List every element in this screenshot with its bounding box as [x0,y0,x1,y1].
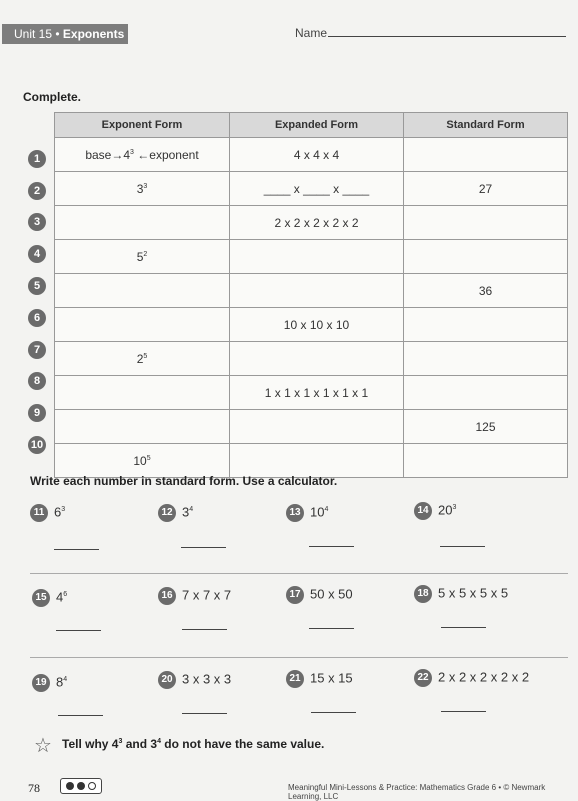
answer-line[interactable] [441,711,486,712]
base-value: 6 [54,504,62,520]
standard-answer[interactable] [404,240,568,274]
answer-line[interactable] [181,547,226,548]
standard-answer[interactable] [404,342,568,376]
answer-line[interactable] [182,713,227,714]
name-label: Name [295,26,328,40]
problem-number-badge: 14 [414,502,432,520]
row-number-badge: 7 [28,341,46,359]
standard-answer[interactable] [404,206,568,240]
table-row [55,376,568,410]
exponent-answer[interactable] [55,376,230,410]
row-number-badge: 4 [28,245,46,263]
standard-answer[interactable] [404,444,568,478]
table-row [55,138,568,172]
challenge-text: Tell why 4 [62,737,119,751]
problem-14 [414,502,456,520]
base-value: 5 [136,249,144,264]
name-field[interactable] [328,36,566,37]
problem-20 [158,671,231,689]
exponent-value: 3 [118,738,123,745]
level-dot-filled [77,782,85,790]
base-value: 10 [133,453,147,468]
standard-cell: 27 [404,172,568,206]
exponent-label: exponent [149,147,199,162]
problem-21 [286,670,353,688]
problem-number-badge: 19 [32,674,50,692]
exponent-value: 3 [143,182,148,190]
problem-number-badge: 22 [414,669,432,687]
standard-answer[interactable] [404,376,568,410]
exponent-value: 5 [146,454,151,462]
exponent-value: 2 [143,250,148,258]
arrow-left-icon: ← [137,147,150,162]
level-dot-empty [88,782,96,790]
problem-18 [414,585,508,603]
exponent-value: 4 [157,738,161,745]
row-number-badge: 2 [28,182,46,200]
expanded-answer[interactable] [230,410,404,444]
exponent-answer[interactable] [55,206,230,240]
exponent-cell [55,240,230,274]
answer-line[interactable] [309,546,354,547]
standard-cell: 36 [404,274,568,308]
footer-credit: Meaningful Mini-Lessons & Practice: Mathematics Grade 6 • © Newmark Learning, LLC [288,783,546,801]
problem-19 [32,674,67,692]
problem-11 [30,504,65,522]
problem-number-badge: 21 [286,670,304,688]
arrow-right-icon: → [111,147,124,162]
exponent-cell [55,342,230,376]
answer-line[interactable] [58,715,103,716]
exponent-value: 3 [130,148,134,156]
problem-number-badge: 11 [30,504,48,522]
problem-number-badge: 18 [414,585,432,603]
problem-12 [158,504,193,522]
col-header: Expanded Form [230,113,404,138]
table-row [55,308,568,342]
exponent-value: 3 [452,504,457,512]
row-number-badge: 3 [28,213,46,231]
table-row [55,172,568,206]
exponent-cell [55,444,230,478]
problem-expression: 2 x 2 x 2 x 2 x 2 [438,669,530,685]
exponent-table [54,112,568,478]
base-label: base [85,147,112,162]
expanded-cell: 2 x 2 x 2 x 2 x 2 [230,206,404,240]
divider [30,657,568,658]
unit-label: Unit 15 [14,27,53,41]
divider [30,573,568,574]
expanded-answer[interactable] [230,240,404,274]
challenge-text: and 3 [122,737,158,751]
answer-line[interactable] [182,629,227,630]
problem-expression: 7 x 7 x 7 [182,587,232,603]
table-row [55,240,568,274]
problem-number-badge: 12 [158,504,176,522]
base-value: 2 [136,351,144,366]
answer-line[interactable] [309,628,354,629]
problem-number-badge: 13 [286,504,304,522]
problem-expression: 3 x 3 x 3 [182,671,232,687]
problem-number-badge: 15 [32,589,50,607]
problem-13 [286,504,328,522]
section1-title: Complete. [23,90,82,104]
table-row [55,274,568,308]
problem-expression: 50 x 50 [310,586,353,602]
level-dot-filled [66,782,74,790]
answer-line[interactable] [311,712,356,713]
table-row [55,342,568,376]
row-number-badge: 6 [28,309,46,327]
answer-line[interactable] [441,627,486,628]
base-value: 3 [182,504,190,520]
base-value: 3 [136,181,144,196]
star-icon: ☆ [34,735,52,757]
exponent-value: 5 [143,352,148,360]
problem-number-badge: 17 [286,586,304,604]
expanded-cell: 10 x 10 x 10 [230,308,404,342]
problem-15 [32,589,67,607]
expanded-answer[interactable] [230,342,404,376]
col-header: Standard Form [404,113,568,138]
problem-expression: 5 x 5 x 5 x 5 [438,585,509,601]
exponent-answer[interactable] [55,410,230,444]
exponent-answer[interactable] [55,274,230,308]
annotated-exponent-cell [55,138,230,172]
row-number-badge: 9 [28,404,46,422]
col-header: Exponent Form [55,113,230,138]
exponent-value: 4 [63,676,68,684]
answer-line[interactable] [56,630,101,631]
exponent-cell [55,172,230,206]
row-number-badge: 10 [28,436,46,454]
expanded-answer[interactable] [230,444,404,478]
challenge-question [62,737,324,751]
answer-line[interactable] [440,546,485,547]
answer-line[interactable] [54,549,99,550]
table-row [55,410,568,444]
page-number: 78 [28,781,40,795]
row-number-badge: 1 [28,150,46,168]
problem-22 [414,669,529,687]
problem-number-badge: 20 [158,671,176,689]
base-value: 10 [310,504,325,520]
expanded-answer[interactable] [230,274,404,308]
problem-17 [286,586,353,604]
base-value: 20 [438,502,453,518]
expanded-blank-cell[interactable]: ____ x ____ x ____ [230,172,404,206]
exponent-value: 4 [324,506,329,514]
challenge-text: do not have the same value. [160,737,325,751]
standard-answer[interactable] [404,308,568,342]
unit-topic: Exponents [62,27,125,41]
base-value: 4 [56,589,64,605]
base-value: 4 [123,147,131,162]
base-value: 8 [56,674,64,690]
exponent-value: 4 [189,506,194,514]
unit-tab [2,24,128,44]
section2-title: Write each number in standard form. Use a calculator. [30,474,338,488]
row-number-badge: 8 [28,372,46,390]
expanded-cell: 1 x 1 x 1 x 1 x 1 x 1 [230,376,404,410]
row-number-badge: 5 [28,277,46,295]
exponent-value: 6 [63,591,68,599]
problem-16 [158,587,231,605]
unit-bullet: • [55,27,60,41]
standard-answer[interactable] [404,138,568,172]
table-header-row [55,113,568,138]
problem-number-badge: 16 [158,587,176,605]
exponent-value: 3 [61,506,66,514]
expanded-cell: 4 x 4 x 4 [230,138,404,172]
problem-expression: 15 x 15 [310,670,353,686]
table-row [55,444,568,478]
table-row [55,206,568,240]
standard-cell: 125 [404,410,568,444]
exponent-answer[interactable] [55,308,230,342]
level-indicator-icon [60,778,102,794]
